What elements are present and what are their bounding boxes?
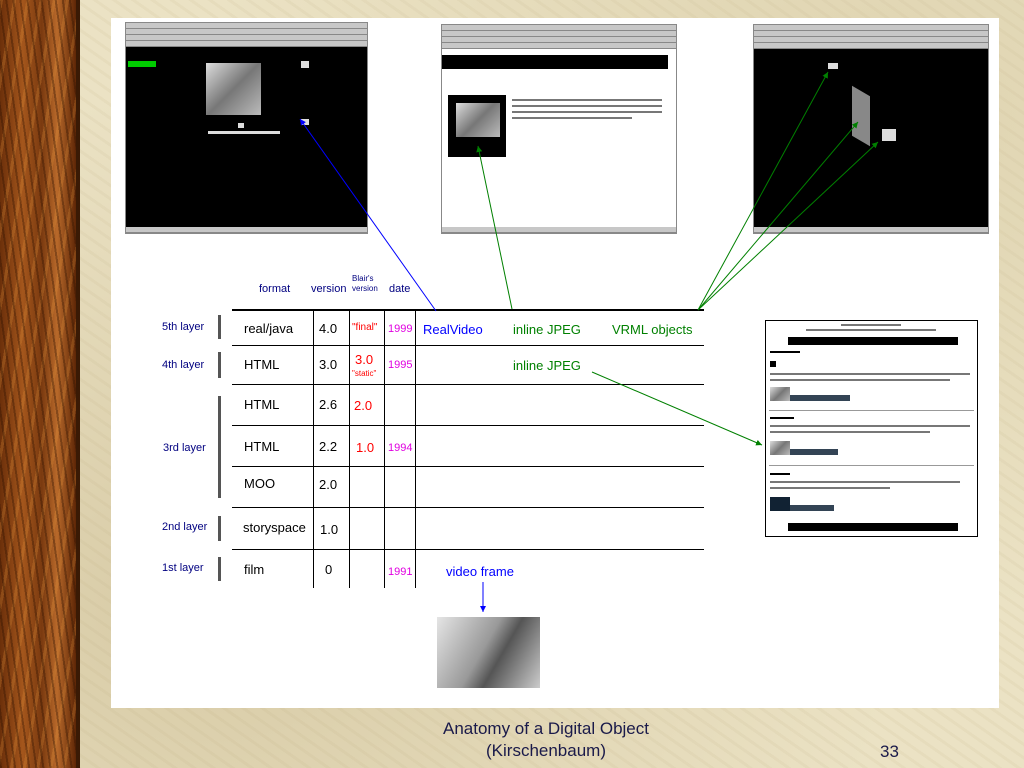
layer-5-label: 5th layer: [162, 321, 205, 333]
vrml-objects-label: VRML objects: [612, 322, 693, 337]
row-format: HTML: [244, 357, 280, 372]
row-format: storyspace: [243, 520, 306, 535]
layer-3-label: 3rd layer: [163, 442, 206, 454]
layer-2-label: 2nd layer: [162, 521, 208, 533]
row-version: 4.0: [319, 321, 338, 336]
slide-footer: [396, 718, 696, 762]
row-version: 1.0: [320, 522, 339, 537]
vrml-arrow-2: [698, 122, 858, 310]
row-format: MOO: [244, 476, 276, 491]
row-blair-subtitle: "static": [352, 369, 377, 378]
row-version: 2.0: [319, 477, 338, 492]
realvideo-arrow: [300, 119, 436, 311]
row-version: 2.6: [319, 397, 338, 412]
row-blair-version: "final": [352, 322, 378, 333]
row-format: HTML: [244, 439, 280, 454]
header-format: format: [259, 283, 291, 295]
row-format: real/java: [244, 321, 294, 336]
row-blair-version: 2.0: [354, 398, 373, 413]
inline-jpeg-label-mid: inline JPEG: [513, 358, 581, 373]
row-version: 0: [325, 562, 333, 577]
inline-jpeg-arrow: [478, 146, 512, 309]
footer-subtitle: (Kirschenbaum): [486, 741, 606, 760]
row-format: film: [244, 562, 265, 577]
inline-jpeg-mid-arrow: [592, 372, 762, 445]
row-blair-version: 1.0: [356, 440, 375, 455]
row-date: 1999: [388, 323, 413, 335]
layer-1-label: 1st layer: [162, 562, 204, 574]
header-date: date: [389, 283, 411, 295]
page-number: 33: [880, 742, 899, 761]
row-date: 1991: [388, 566, 413, 578]
row-date: 1995: [388, 359, 413, 371]
row-format: HTML: [244, 397, 280, 412]
header-blairs-version: Blair's version: [352, 274, 378, 293]
header-version: version: [311, 283, 347, 295]
vrml-arrow-3: [698, 142, 878, 310]
row-version: 3.0: [319, 357, 338, 372]
video-frame-label: video frame: [446, 564, 514, 579]
inline-jpeg-label-top: inline JPEG: [513, 322, 581, 337]
row-version: 2.2: [319, 439, 338, 454]
layer-4-label: 4th layer: [162, 359, 205, 371]
realvideo-label: RealVideo: [423, 322, 483, 337]
footer-title: Anatomy of a Digital Object: [443, 719, 649, 738]
vrml-arrow-1: [698, 72, 828, 310]
row-blair-version: 3.0: [355, 352, 374, 367]
row-date: 1994: [388, 442, 413, 454]
